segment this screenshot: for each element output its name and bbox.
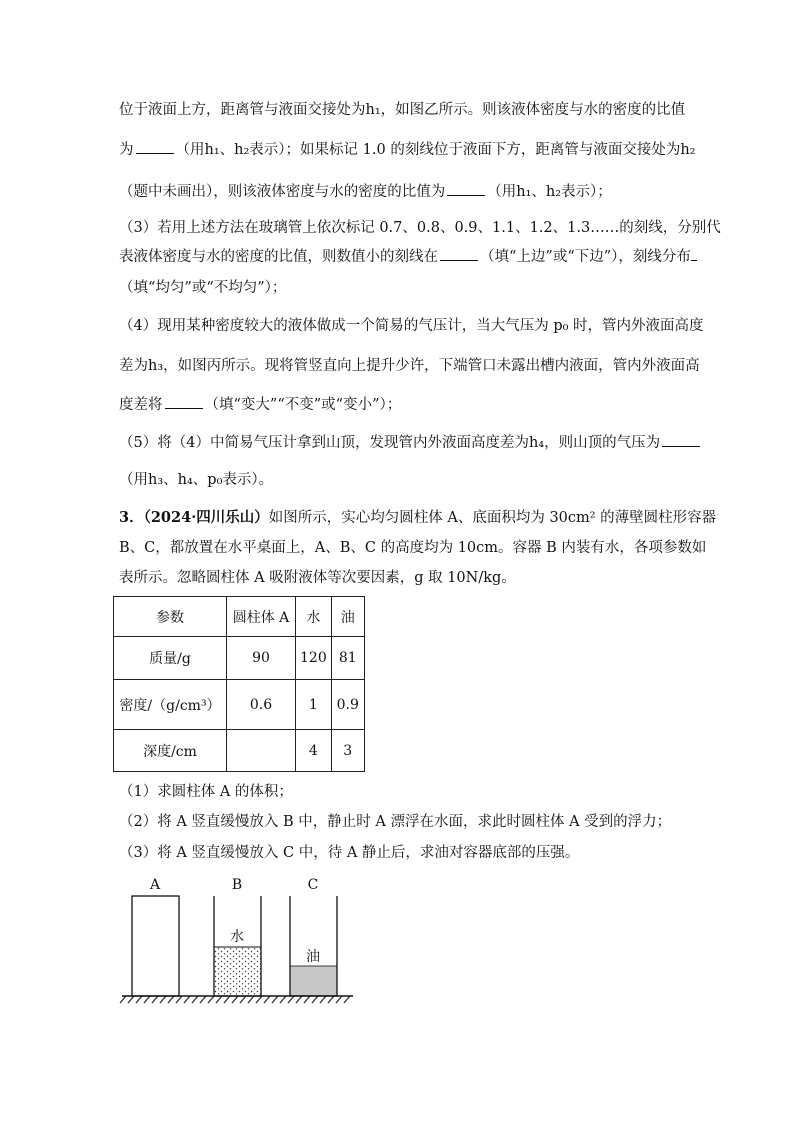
table-cell: 0.6 — [227, 680, 296, 730]
hatch-mark — [152, 996, 158, 1003]
answer-blank[interactable] — [136, 139, 174, 154]
text-seg: （填“上边”或“下边”），刻线分布 — [480, 249, 691, 265]
text-seg: 为 — [119, 142, 134, 158]
table-row — [114, 730, 365, 772]
label-b: B — [231, 877, 243, 893]
hatch-mark — [136, 996, 142, 1003]
text-line-2 — [119, 139, 695, 160]
hatch-mark — [264, 996, 270, 1003]
hatch-mark — [168, 996, 174, 1003]
hatch-mark — [288, 996, 294, 1003]
text-seg: 度差将 — [119, 397, 163, 413]
hatch-mark — [128, 996, 134, 1003]
question-number: 3． — [119, 509, 144, 526]
text-seg: （用h₁、h₂表示）； — [487, 184, 612, 200]
answer-blank[interactable] — [691, 246, 697, 261]
table-cell — [227, 730, 296, 772]
sub-question-3: （3）将 A 竖直缓慢放入 C 中，待 A 静止后，求油对容器底部的压强。 — [119, 845, 580, 861]
hatch-mark — [344, 996, 350, 1003]
table-cell: 81 — [331, 637, 364, 680]
hatch-mark — [192, 996, 198, 1003]
hatch-mark — [336, 996, 342, 1003]
answer-blank[interactable] — [662, 432, 700, 447]
hatch-mark — [208, 996, 214, 1003]
table-cell: 密度/（g/cm³） — [114, 680, 227, 730]
text-seg: 如图所示，实心均匀圆柱体 A、底面积均为 30cm² 的薄壁圆柱形容器 — [268, 510, 717, 526]
table-header-cell: 水 — [296, 597, 332, 637]
table-row — [114, 637, 365, 680]
text-line-1: 位于液面上方，距离管与液面交接处为h₁，如图乙所示。则该液体密度与水的密度的比值 — [119, 102, 686, 118]
question-3-line-1 — [119, 508, 716, 528]
answer-blank[interactable] — [440, 246, 478, 261]
question-3-line-3: 表所示。忽略圆柱体 A 吸附液体等次要因素，g 取 10N/kg。 — [119, 570, 516, 586]
text-line-3 — [119, 181, 612, 202]
table-cell: 120 — [296, 637, 332, 680]
text-line-11: （用h₃、h₄、p₀表示）。 — [119, 472, 274, 488]
sub-question-1: （1）求圆柱体 A 的体积； — [119, 784, 293, 800]
table-header-cell: 参数 — [114, 597, 227, 637]
cylinder-a — [132, 896, 179, 996]
text-seg: （5）将（4）中简易气压计拿到山顶，发现管内外液面高度差为h₄，则山顶的气压为 — [119, 435, 661, 451]
hatch-mark — [320, 996, 326, 1003]
label-a: A — [149, 877, 161, 893]
text-line-10 — [119, 432, 702, 453]
apparatus-figure — [118, 875, 358, 1005]
table-header-cell: 圆柱体 A — [227, 597, 296, 637]
text-seg: 表液体密度与水的密度的比值，则数值小的刻线在 — [119, 249, 438, 265]
label-oil: 油 — [306, 949, 320, 965]
text-seg: （题中未画出），则该液体密度与水的密度的比值为 — [119, 184, 446, 200]
hatch-mark — [312, 996, 318, 1003]
hatch-mark — [296, 996, 302, 1003]
hatch-mark — [304, 996, 310, 1003]
hatch-mark — [256, 996, 262, 1003]
hatch-mark — [248, 996, 254, 1003]
hatch-mark — [280, 996, 286, 1003]
hatch-mark — [160, 996, 166, 1003]
text-line-9 — [119, 394, 401, 415]
text-seg: （填“变大”“不变”或“变小”）； — [204, 397, 402, 413]
hatch-mark — [200, 996, 206, 1003]
label-water: 水 — [230, 929, 244, 945]
table-cell: 质量/g — [114, 637, 227, 680]
table-cell: 4 — [296, 730, 332, 772]
table-header-cell: 油 — [331, 597, 364, 637]
table-surface — [120, 996, 353, 1003]
hatch-mark — [272, 996, 278, 1003]
text-line-8: 差为h₃，如图丙所示。现将管竖直向上提升少许，下端管口未露出槽内液面，管内外液面高 — [119, 358, 700, 374]
text-line-4: （3）若用上述方法在玻璃管上依次标记 0.7、0.8、0.9、1.1、1.2、1.3……的刻线，分别代 — [119, 220, 721, 236]
table-cell: 0.9 — [331, 680, 364, 730]
hatch-mark — [328, 996, 334, 1003]
answer-blank[interactable] — [447, 181, 485, 196]
hatch-mark — [216, 996, 222, 1003]
table-cell: 1 — [296, 680, 332, 730]
text-line-7: （4）现用某种密度较大的液体做成一个简易的气压计，当大气压为 p₀ 时，管内外液面高度 — [119, 318, 704, 334]
text-line-5 — [119, 246, 697, 267]
sub-question-2: （2）将 A 竖直缓慢放入 B 中，静止时 A 漂浮在水面，求此时圆柱体 A 受到的浮力； — [119, 814, 672, 830]
table-cell: 90 — [227, 637, 296, 680]
hatch-mark — [176, 996, 182, 1003]
hatch-mark — [224, 996, 230, 1003]
table-header-row — [114, 597, 365, 637]
hatch-mark — [240, 996, 246, 1003]
text-line-6: （填“均匀”或“不均匀”）； — [119, 280, 287, 296]
table-row — [114, 680, 365, 730]
parameter-table — [113, 596, 365, 772]
text-seg: （用h₁、h₂表示）；如果标记 1.0 的刻线位于液面下方，距离管与液面交接处为h₂ — [175, 142, 696, 158]
table-cell: 3 — [331, 730, 364, 772]
hatch-mark — [144, 996, 150, 1003]
question-3-line-2: B、C，都放置在水平桌面上，A、B、C 的高度均为 10cm。容器 B 内装有水，各项参数如 — [119, 540, 707, 556]
hatch-mark — [120, 996, 126, 1003]
table-cell: 深度/cm — [114, 730, 227, 772]
oil-fill — [290, 966, 337, 996]
hatch-mark — [232, 996, 238, 1003]
answer-blank[interactable] — [165, 394, 203, 409]
hatch-mark — [184, 996, 190, 1003]
question-source: （2024·四川乐山） — [143, 509, 269, 526]
water-fill — [214, 947, 261, 996]
label-c: C — [307, 877, 319, 893]
